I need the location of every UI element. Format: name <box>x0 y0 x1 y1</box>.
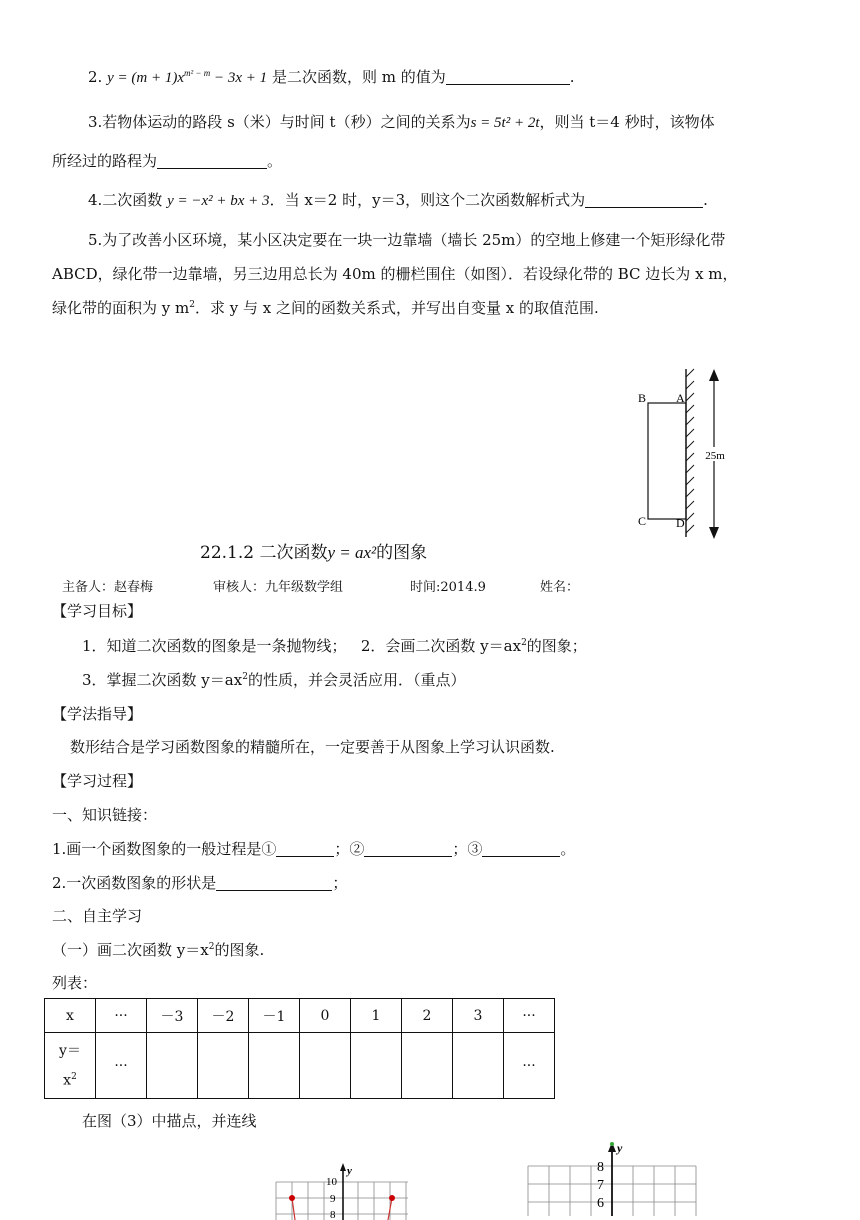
label-a: A <box>676 391 685 405</box>
table-cell[interactable] <box>300 1033 351 1099</box>
problem-text: 是二次函数，则 m 的值为 <box>267 68 446 86</box>
tick-label: 7 <box>597 1178 604 1193</box>
table-cell[interactable] <box>198 1033 249 1099</box>
tick-label: 6 <box>597 1196 604 1211</box>
tick-label: 8 <box>597 1160 604 1175</box>
instruction: 在图（3）中描点，并连线 <box>82 1112 257 1130</box>
problem-5-line-2: ABCD，绿化带一边靠墙，另三边用总长为 40m 的栅栏围住（如图）．若设绿化带的 BC 边长为 x m， <box>52 265 738 283</box>
plot-point <box>389 1195 395 1201</box>
formula: $y = (m + 1)x^{m^2 - m} - 3x + 1$ <box>107 68 268 86</box>
guide-heading: 【学法指导】 <box>52 705 143 723</box>
answer-blank[interactable] <box>276 841 334 857</box>
problem-5-line-1: 5.为了改善小区环境，某小区决定要在一块一边靠墙（墙长 25m）的空地上修建一个矩形绿化带 <box>88 231 726 249</box>
answer-blank[interactable] <box>446 69 570 85</box>
value-table <box>44 998 555 1099</box>
table-cell[interactable] <box>402 1033 453 1099</box>
problem-3-line-2: 所经过的路程为 。 <box>52 152 283 170</box>
answer-blank[interactable] <box>585 192 703 208</box>
plot-point <box>289 1195 295 1201</box>
table-cell[interactable] <box>147 1033 198 1099</box>
arrow-up-icon <box>709 369 719 381</box>
preparer: 主备人：赵春梅 <box>62 580 154 595</box>
knowledge-2: 2.一次函数图象的形状是 ； <box>52 874 348 892</box>
tick-label: 8 <box>330 1209 336 1220</box>
axis-label: y <box>617 1141 623 1155</box>
knowledge-1: 1.画一个函数图象的一般过程是① ；② ；③ 。 <box>52 840 576 858</box>
goal-line-2: 3．掌握二次函数 $y=ax^2$的性质，并会灵活应用．（重点） <box>82 671 466 689</box>
parabola-left-branch <box>292 1198 295 1220</box>
problem-5-line-3: 绿化带的面积为 y $m^2$．求 y 与 x 之间的函数关系式，并写出自变量 x 的取值范围. <box>52 299 599 317</box>
garden-figure <box>632 365 742 545</box>
table-row: x ··· －3 －2 －1 0 1 2 3 ··· <box>45 999 555 1033</box>
goals-heading: 【学习目标】 <box>52 602 143 620</box>
formula: y = −x² + bx + 3 <box>167 193 270 209</box>
answer-blank[interactable] <box>157 153 267 169</box>
goal-line-1: 1．知道二次函数的图象是一条抛物线； 2．会画二次函数 $y=ax^2$的图象； <box>82 637 587 655</box>
table-cell[interactable] <box>249 1033 300 1099</box>
answer-blank[interactable] <box>216 875 332 891</box>
subsection-1: （一）画二次函数 $y=x^2$的图象. <box>52 941 265 959</box>
wall-length-label: 25m <box>705 450 725 462</box>
arrow-up-icon <box>340 1163 346 1171</box>
graph-right <box>520 1140 700 1216</box>
answer-blank[interactable] <box>482 841 560 857</box>
name-field: 姓名： <box>540 580 580 595</box>
process-heading: 【学习过程】 <box>52 772 143 790</box>
section-title: 22.1.2 二次函数y = ax²的图象 <box>200 543 428 563</box>
graph-left <box>272 1160 412 1220</box>
formula: s = 5t² + 2t <box>470 115 540 131</box>
guide-text: 数形结合是学习函数图象的精髓所在，一定要善于从图象上学习认识函数. <box>70 738 555 756</box>
axis-label: y <box>347 1165 352 1177</box>
tick-label: 10 <box>326 1176 337 1188</box>
problem-number: 2. <box>88 68 103 86</box>
label-c: C <box>638 514 647 528</box>
table-cell[interactable] <box>351 1033 402 1099</box>
wall-hatching <box>686 369 694 533</box>
part-1-heading: 一、知识链接： <box>52 806 158 824</box>
time: 时间:2014.9 <box>410 580 486 595</box>
problem-4: 4.二次函数 y = −x² + bx + 3．当 x＝2 时，y＝3，则这个二次函数解析式为 . <box>88 191 708 209</box>
part-2-heading: 二、自主学习 <box>52 907 143 925</box>
table-row: y＝ $x^2$ ··· ··· <box>45 1033 555 1099</box>
problem-3-line-1: 3.若物体运动的路段 s（米）与时间 t（秒）之间的关系为s = 5t² + 2t，则当 t＝4 秒时，该物体 <box>88 113 715 131</box>
problem-2: 2. $y = (m + 1)x^{m^2 - m} - 3x + 1$ 是二次函数，则 m 的值为 . <box>88 68 575 86</box>
garden-rectangle <box>648 403 686 519</box>
label-d: D <box>676 516 685 530</box>
label-b: B <box>638 391 647 405</box>
list-label: 列表： <box>52 974 98 992</box>
row-header: y＝ $x^2$ <box>45 1033 96 1099</box>
answer-blank[interactable] <box>364 841 452 857</box>
table-cell[interactable] <box>453 1033 504 1099</box>
arrow-down-icon <box>709 527 719 539</box>
tick-label: 9 <box>330 1193 336 1205</box>
reviewer: 审核人：九年级数学组 <box>213 580 344 595</box>
